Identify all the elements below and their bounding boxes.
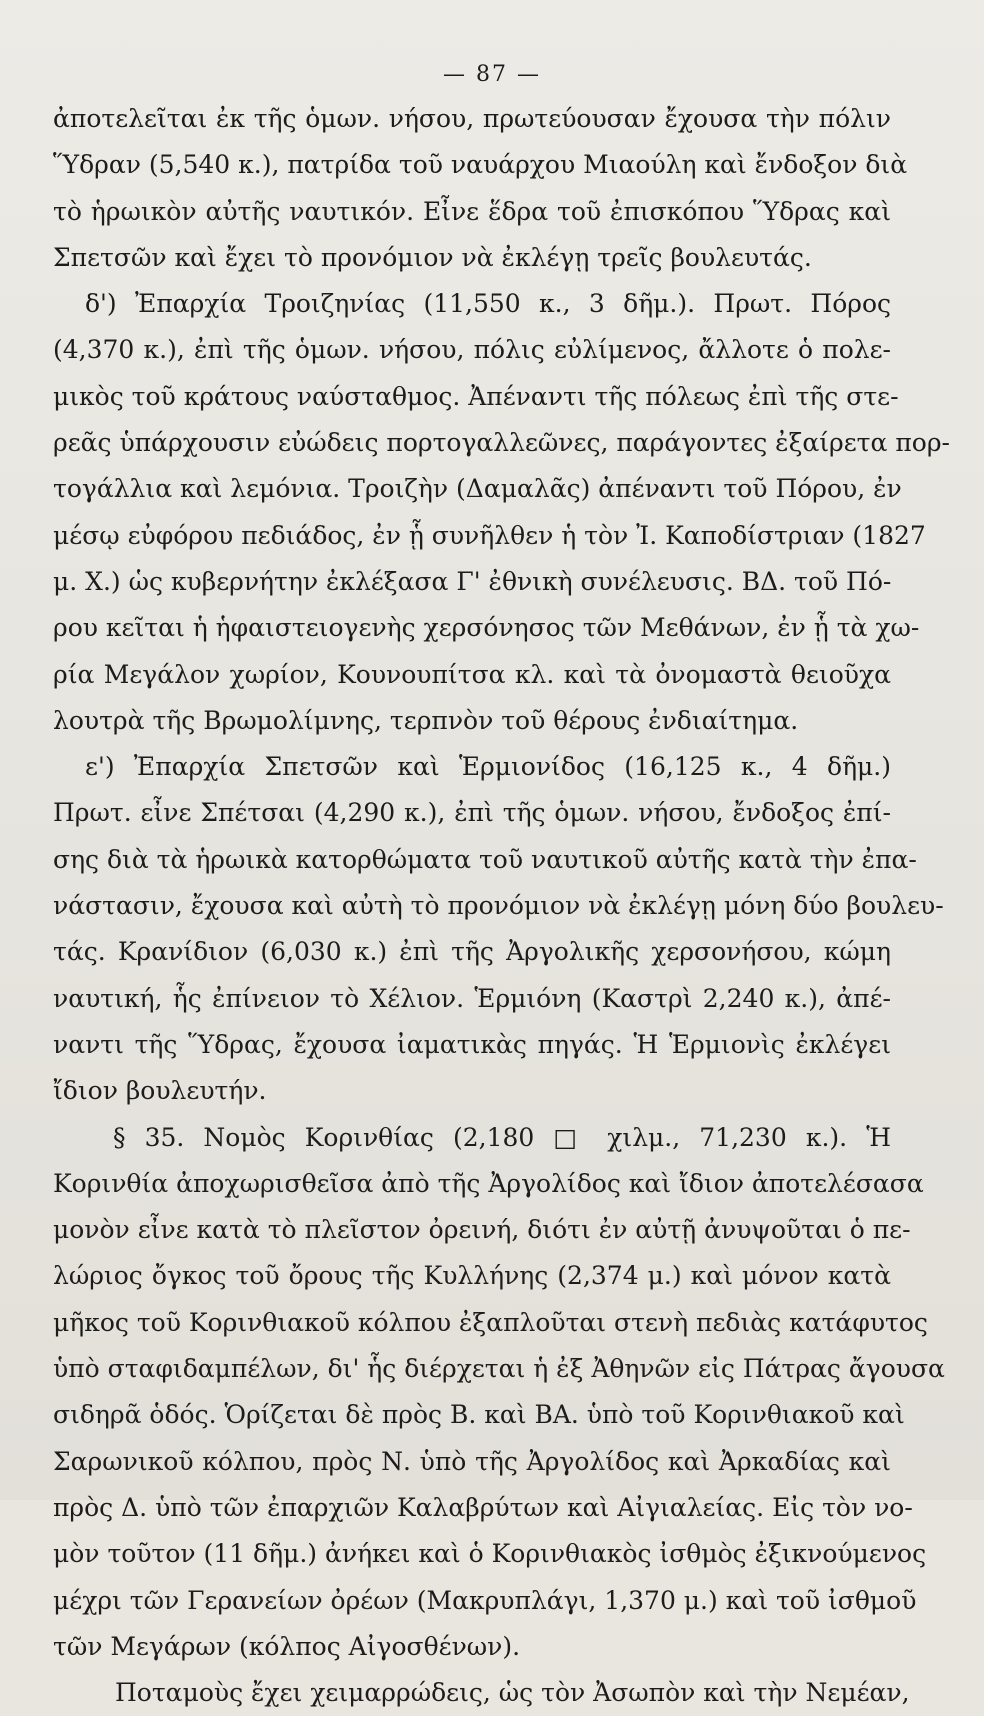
text-line: πρὸς Δ. ὑπὸ τῶν ἐπαρχιῶν Καλαβρύτων καὶ Αἰγιαλείας. Εἰς τὸν νο- [53, 1492, 913, 1522]
text-line: ρεᾶς ὑπάρχουσιν εὐώδεις πορτογαλλεῶνες, παράγοντες ἐξαίρετα πορ- [53, 428, 950, 458]
text-line: ἀποτελεῖται ἐκ τῆς ὁμων. νήσου, πρωτεύουσαν ἔχουσα τὴν πόλιν [53, 104, 891, 133]
text-line: λουτρὰ τῆς Βρωμολίμνης, τερπνὸν τοῦ θέρους ἐνδιαίτημα. [53, 705, 799, 735]
text-line: ε') Ἐπαρχία Σπετσῶν καὶ Ἑρμιονίδος (16,125 κ., 4 δῆμ.) [85, 752, 891, 782]
text-line: Σαρωνικοῦ κόλπου, πρὸς Ν. ὑπὸ τῆς Ἀργολίδος καὶ Ἀρκαδίας καὶ [53, 1446, 891, 1476]
text-line: μέσῳ εὐφόρου πεδιάδος, ἐν ᾗ συνῆλθεν ἡ τὸν Ἰ. Καποδίστριαν (1827 [53, 520, 926, 550]
text-line: μὸν τοῦτον (11 δῆμ.) ἀνήκει καὶ ὁ Κορινθιακὸς ἰσθμὸς ἐξικνούμενος [53, 1539, 927, 1569]
text-line: τῶν Μεγάρων (κόλπος Αἰγοσθένων). [53, 1631, 521, 1661]
text-line: τὸ ἡρωικὸν αὐτῆς ναυτικόν. Εἶνε ἕδρα τοῦ ἐπισκόπου Ὕδρας καὶ [53, 196, 891, 226]
body-text [53, 96, 950, 1716]
text-line: ρου κεῖται ἡ ἡφαιστειογενὴς χερσόνησος τῶν Μεθάνων, ἐν ᾗ τὰ χω- [53, 613, 920, 643]
text-line: σης διὰ τὰ ἡρωικὰ κατορθώματα τοῦ ναυτικοῦ αὐτῆς κατὰ τὴν ἐπα- [53, 844, 917, 874]
text-line: ναυτική, ἧς ἐπίνειον τὸ Χέλιον. Ἑρμιόνη (Καστρὶ 2,240 κ.), ἀπέ- [53, 983, 891, 1013]
text-line: τογάλλια καὶ λεμόνια. Τροιζὴν (Δαμαλᾶς) ἀπέναντι τοῦ Πόρου, ἐν [53, 474, 902, 504]
text-line: δ') Ἐπαρχία Τροιζηνίας (11,550 κ., 3 δῆμ.). Πρωτ. Πόρος [85, 289, 891, 319]
text-line: Ὕδραν (5,540 κ.), πατρίδα τοῦ ναυάρχου Μιαούλη καὶ ἔνδοξον διὰ [53, 150, 908, 180]
text-line: μέχρι τῶν Γερανείων ὀρέων (Μακρυπλάγι, 1,370 μ.) καὶ τοῦ ἰσθμοῦ [53, 1585, 917, 1615]
page-number: — 87 — [443, 62, 541, 87]
text-line: (4,370 κ.), ἐπὶ τῆς ὁμων. νήσου, πόλις εὐλίμενος, ἄλλοτε ὁ πολε- [53, 335, 891, 365]
text-line: Ποταμοὺς ἔχει χειμαρρώδεις, ὡς τὸν Ἀσωπὸν καὶ τὴν Νεμέαν, [115, 1678, 910, 1708]
text-line: νάστασιν, ἔχουσα καὶ αὐτὴ τὸ προνόμιον νὰ ἐκλέγῃ μόνη δύο βουλευ- [53, 891, 944, 921]
text-line: ρία Μεγάλον χωρίον, Κουνουπίτσα κλ. καὶ τὰ ὀνομαστὰ θειοῦχα [53, 659, 891, 689]
text-line: μῆκος τοῦ Κορινθιακοῦ κόλπου ἐξαπλοῦται στενὴ πεδιὰς κατάφυτος [53, 1307, 928, 1337]
text-line: Σπετσῶν καὶ ἔχει τὸ προνόμιον νὰ ἐκλέγῃ τρεῖς βουλευτάς. [53, 242, 812, 272]
text-line: τάς. Κρανίδιον (6,030 κ.) ἐπὶ τῆς Ἀργολικῆς χερσονήσου, κώμη [53, 937, 891, 967]
text-line: μ. Χ.) ὡς κυβερνήτην ἐκλέξασα Γ' ἐθνικὴ συνέλευσις. ΒΔ. τοῦ Πό- [53, 566, 892, 596]
text-line: σιδηρᾶ ὁδός. Ὁρίζεται δὲ πρὸς Β. καὶ ΒΑ. ὑπὸ τοῦ Κορινθιακοῦ καὶ [53, 1400, 905, 1430]
text-line: μικὸς τοῦ κράτους ναύσταθμος. Ἀπέναντι τῆς πόλεως ἐπὶ τῆς στε- [53, 381, 899, 411]
text-line: ὑπὸ σταφιδαμπέλων, δι' ἧς διέρχεται ἡ ἐξ Ἀθηνῶν εἰς Πάτρας ἄγουσα [53, 1354, 945, 1384]
section-heading-line: § 35. Νομὸς Κορινθίας (2,180 □ χιλμ., 71,230 κ.). Ἡ [113, 1122, 891, 1152]
text-line: Πρωτ. εἶνε Σπέτσαι (4,290 κ.), ἐπὶ τῆς ὁμων. νήσου, ἔνδοξος ἐπί- [53, 798, 891, 828]
text-line: Κορινθία ἀποχωρισθεῖσα ἀπὸ τῆς Ἀργολίδος καὶ ἴδιον ἀποτελέσασα [53, 1168, 924, 1198]
text-line: ναντι τῆς Ὕδρας, ἔχουσα ἰαματικὰς πηγάς. Ἡ Ἑρμιονὶς ἐκλέγει [53, 1029, 891, 1059]
text-line: λώριος ὄγκος τοῦ ὄρους τῆς Κυλλήνης (2,374 μ.) καὶ μόνον κατὰ [53, 1261, 891, 1291]
text-line: ἴδιον βουλευτήν. [53, 1076, 267, 1106]
text-line: μονὸν εἶνε κατὰ τὸ πλεῖστον ὀρεινή, διότι ἐν αὐτῇ ἀνυψοῦται ὁ πε- [53, 1215, 911, 1245]
